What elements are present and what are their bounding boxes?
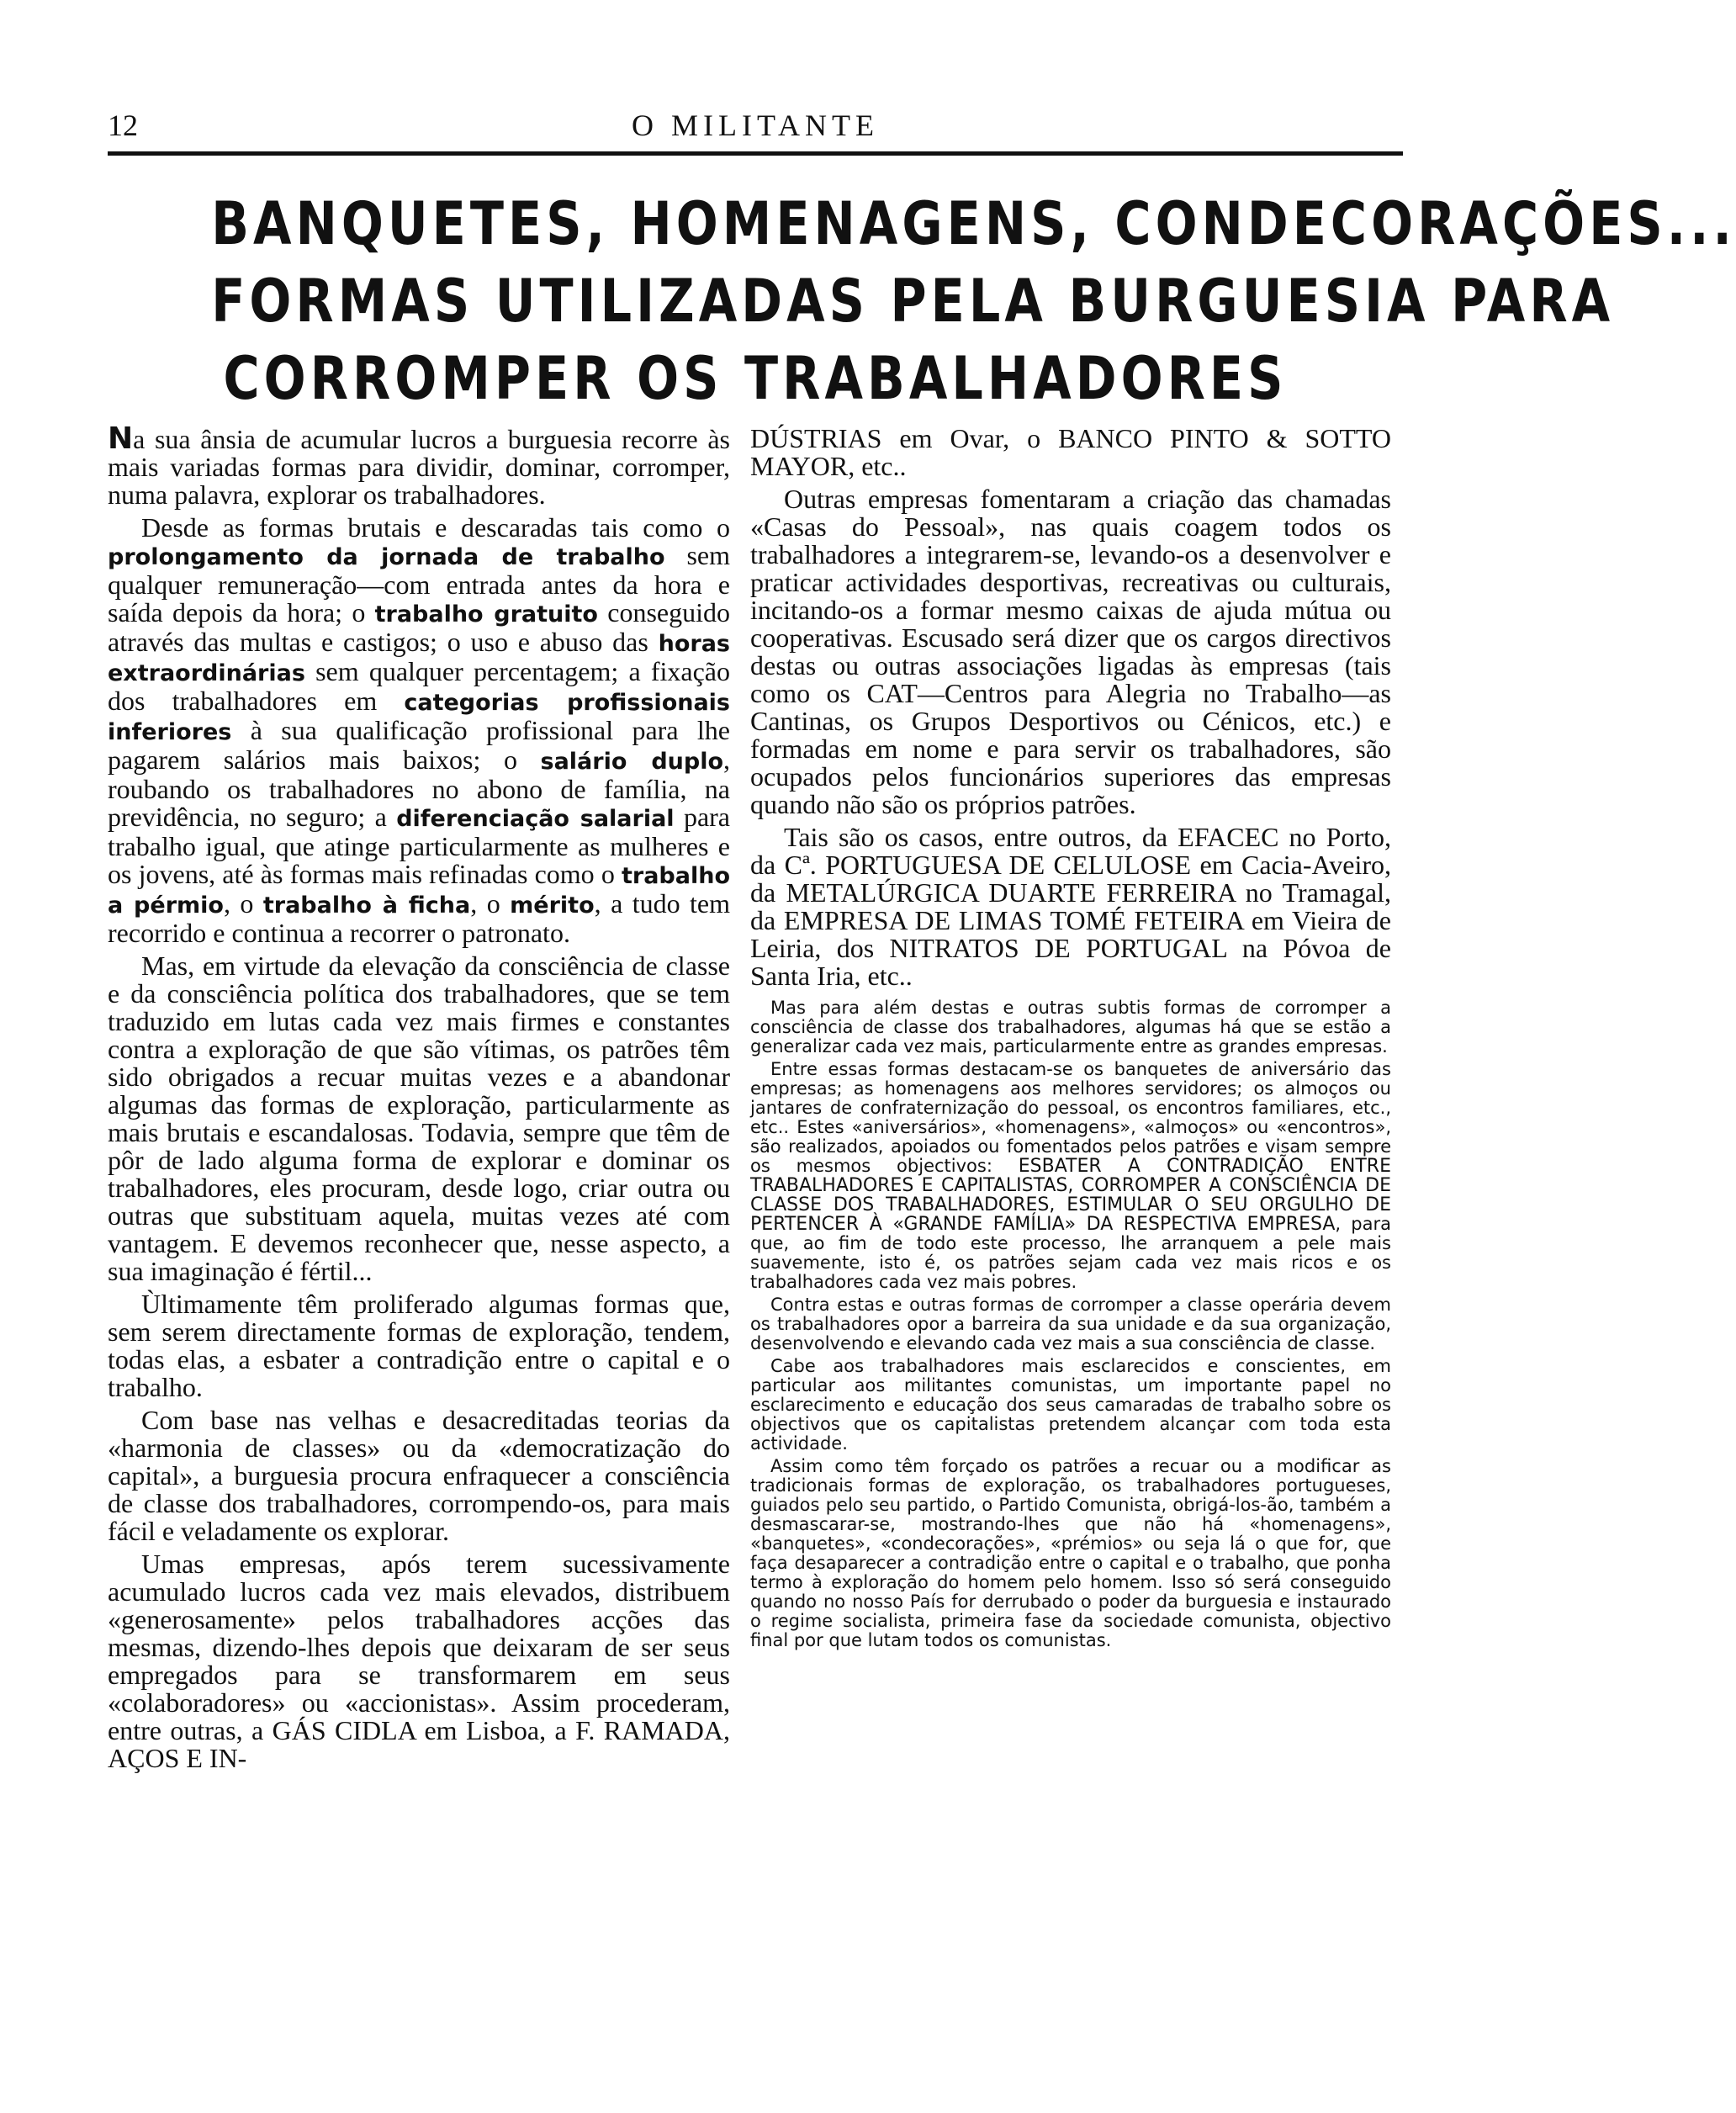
bold-term: prolongamento da jornada de trabalho [108,544,665,570]
headline-line-2: FORMAS UTILIZADAS PELA BURGUESIA PARA [211,267,1615,336]
paragraph: Outras empresas fomentaram a criação das chamadas «Casas do Pessoal», nas quais coagem todos os trabalhadores a integrarem-se, levando-os a desenvolver e praticar actividades desportivas, recreativas ou culturais, incitando-os a formar mesmo caixas de ajuda mútua ou cooperativas. Escusado será dizer que os cargos directivos destas ou outras associações ligadas às empresas (tais como os CAT—Centros para Alegria no Trabalho—as Cantinas, os Grupos Desportivos ou Cénicos, etc.) e formadas em nome e para servir os trabalhadores, são ocupados pelos funcionários superiores das empresas quando não são os próprios patrões. [750,484,1391,819]
paragraph: Tais são os casos, entre outros, da EFACEC no Porto, da Cª. PORTUGUESA DE CELULOSE em Cacia-Aveiro, da METALÚRGICA DUARTE FERREIRA no Tramagal, da EMPRESA DE LIMAS TOMÉ FETEIRA em Vieira de Leiria, dos NITRATOS DE PORTUGAL na Póvoa de Santa Iria, etc.. [750,822,1391,991]
publication-title: O MILITANTE [631,109,880,142]
header-rule [108,151,1403,156]
paragraph: DÚSTRIAS em Ovar, o BANCO PINTO & SOTTO MAYOR, etc.. [750,423,1391,481]
bold-term: trabalho à ficha [262,892,471,919]
left-column [108,421,731,1777]
paragraph: Assim como têm forçado os patrões a recuar ou a modificar as tradicionais formas de exploração, os trabalhadores portugueses, guiados pelo seu partido, o Partido Comunista, obrigá-los-ão, também a desmascarar-se, mostrando-lhes que não há «homenagens», «banquetes», «condecorações», «prémios» ou seja lá o que for, que faça desaparecer a contradição entre o capital e o trabalho, que ponha termo à exploração do homem pelo homem. Isso só será conseguido quando no nosso País for derrubado o poder da burguesia e instaurado o regime socialista, primeira fase da sociedade comunista, objectivo final por que lutam todos os comunistas. [750,1456,1391,1650]
bold-term: salário duplo [540,749,724,775]
bold-term: diferenciação salarial [396,806,675,832]
bold-term: mérito [510,892,595,919]
headline-line-3: CORROMPER OS TRABALHADORES [223,344,1288,413]
bold-term: trabalho gratuito [374,601,598,628]
headline-line-1: BANQUETES, HOMENAGENS, CONDECORAÇÕES... [211,189,1736,258]
page-number: 12 [108,109,138,142]
drop-cap: N [108,421,134,456]
paragraph: Com base nas velhas e desacreditadas teorias da «harmonia de classes» ou da «democratização do capital», a burguesia procura enfraquecer a consciência de classe dos trabalhadores, corrompendo-os, para mais fácil e veladamente os explorar. [108,1405,730,1546]
caps-emphasis: ESBATER A CONTRADIÇÃO ENTRE TRABALHADORES E CAPITALISTAS, CORROMPER A CONSCIÊNCIA DE CLASSE DOS TRABALHADORES, ESTIMULAR O SEU ORGULHO DE PERTENCER À «GRANDE FAMÍLIA» DA RESPECTIVA EMPRESA [750,1156,1391,1235]
bold-term: horas extraordinárias [108,631,730,686]
article-headline [211,185,1736,417]
paragraph: Mas, em virtude da elevação da consciência de classe e da consciência política dos trabalhadores, que se tem traduzido em lutas cada vez mais firmes e constantes contra a exploração de que são vítimas, os patrões têm sido obrigados a recuar muitas vezes e a abandonar algumas das formas de exploração, particularmente as mais brutais e escandalosas. Todavia, sempre que têm de pôr de lado alguma forma de explorar e dominar os trabalhadores, eles procuram, desde logo, criar outra ou outras que substituam aquela, muitas vezes até com vantagem. E devemos reconhecer que, nesse aspecto, a sua imaginação é fértil... [108,951,730,1286]
paragraph: Ùltimamente têm proliferado algumas formas que, sem serem directamente formas de exploração, tendem, todas elas, a esbater a contradição entre o capital e o trabalho. [108,1289,730,1402]
paragraph: Contra estas e outras formas de corromper a classe operária devem os trabalhadores opor a barreira da sua unidade e da sua organização, desenvolvendo e elevando cada vez mais a sua consciência de classe. [750,1295,1391,1353]
right-column [750,425,1391,1654]
page-header [108,108,1403,148]
paragraph: Na sua ânsia de acumular lucros a burguesia recorre às mais variadas formas para dividir, dominar, corromper, numa palavra, explorar os trabalhadores. [108,421,730,510]
paragraph: Entre essas formas destacam-se os banquetes de aniversário das empresas; as homenagens aos melhores servidores; os almoços ou jantares de confraternização do pessoal, os encontros familiares, etc., etc.. Estes «aniversários», «homenagens», «almoços» ou «encontros», são realizados, apoiados ou fomentados pelos patrões e visam sempre os mesmos objectivos: ESBATER A CONTRADIÇÃO ENTRE TRABALHADORES E CAPITALISTAS, CORROMPER A CONSCIÊNCIA DE CLASSE DOS TRABALHADORES, ESTIMULAR O SEU ORGULHO DE PERTENCER À «GRANDE FAMÍLIA» DA RESPECTIVA EMPRESA, para que, ao fim de todo este processo, lhe arranquem a pele mais suavemente, isto é, os patrões sejam cada vez mais ricos e os trabalhadores cada vez mais pobres. [750,1059,1392,1292]
paragraph: Umas empresas, após terem sucessivamente acumulado lucros cada vez mais elevados, distribuem «generosamente» pelos trabalhadores acções das mesmas, dizendo-lhes depois que deixaram de ser seus empregados para se transformarem em seus «colaboradores» ou «accionistas». Assim procederam, entre outras, a GÁS CIDLA em Lisboa, a F. RAMADA, AÇOS E IN- [108,1549,730,1773]
paragraph: Cabe aos trabalhadores mais esclarecidos e conscientes, em particular aos militantes comunistas, um importante papel no esclarecimento e educação dos seus camaradas de trabalho sobre os objectivos que os capitalistas pretendem alcançar com toda esta actividade. [750,1356,1391,1454]
paragraph: Mas para além destas e outras subtis formas de corromper a consciência de classe dos trabalhadores, algumas há que se estão a generalizar cada vez mais, particularmente entre as grandes empresas. [750,998,1391,1056]
bold-term: trabalho a pérmio [108,863,730,919]
small-print-section [750,998,1391,1650]
paragraph: Desde as formas brutais e descaradas tais como o prolongamento da jornada de trabalho sem qualquer remuneração—com entrada antes da hora e saída depois da hora; o trabalho gratuito conseguido através das multas e castigos; o uso e abuso das horas extraordinárias sem qualquer percentagem; a fixação dos trabalhadores em categorias profissionais inferiores à sua qualificação profissional para lhe pagarem salários mais baixos; o salário duplo, roubando os trabalhadores no abono de família, na previdência, no seguro; a diferenciação salarial para trabalho igual, que atinge particularmente as mulheres e os jovens, até às formas mais refinadas como o trabalho a pérmio, o trabalho à ficha, o mérito, a tudo tem recorrido e continua a recorrer o patronato. [108,512,731,948]
bold-term: categorias profissionais inferiores [108,690,731,745]
